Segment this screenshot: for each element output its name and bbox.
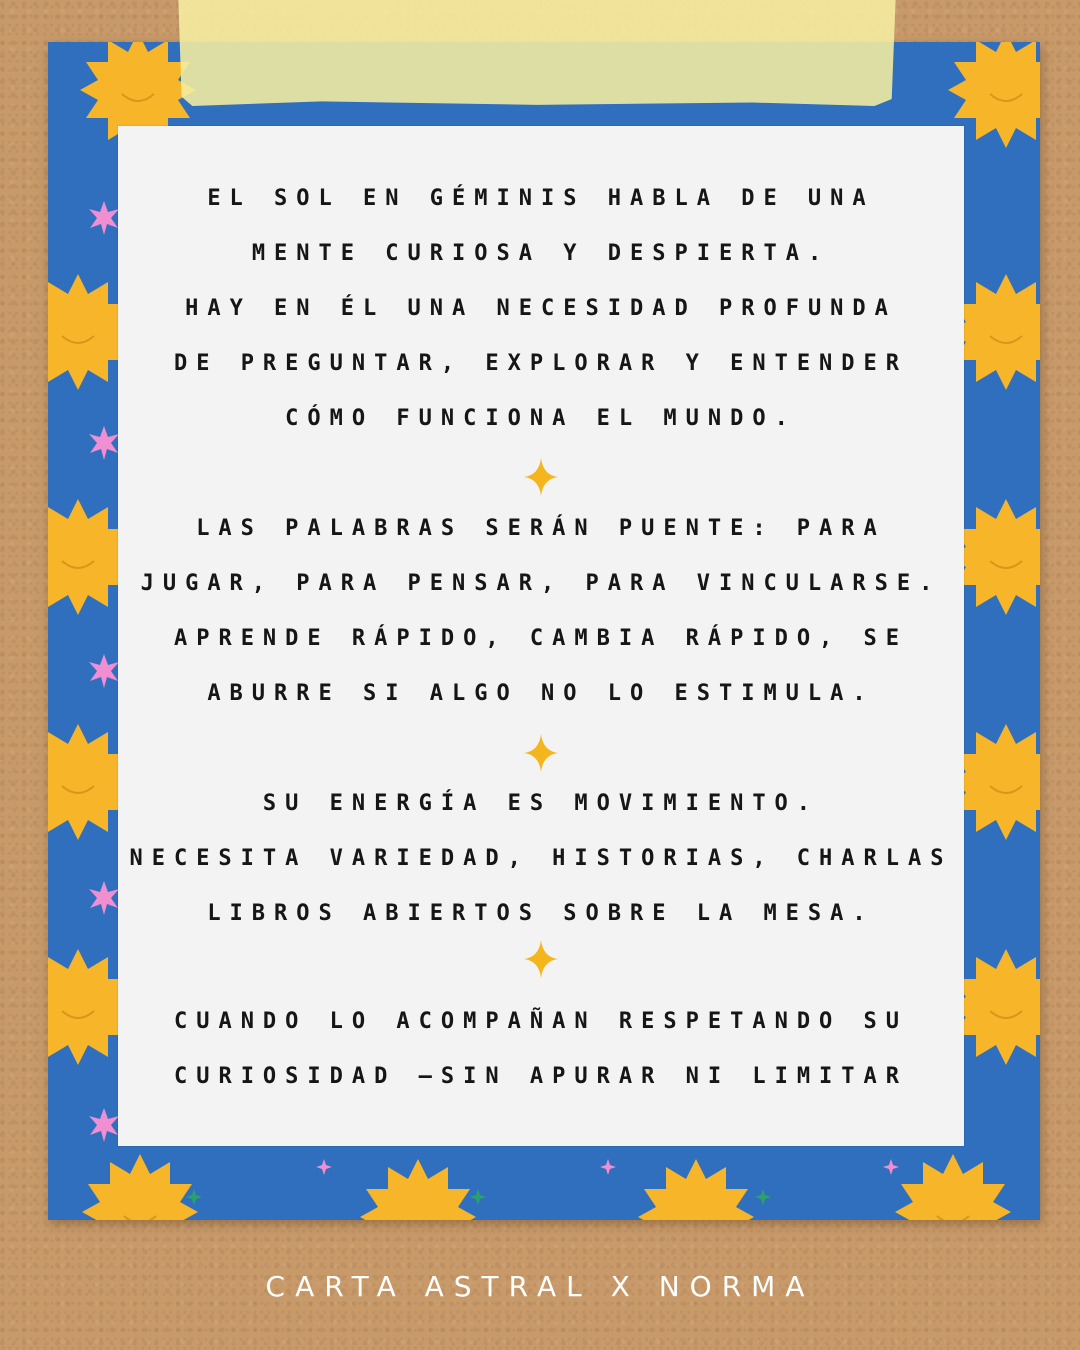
text-line: ABURRE SI ALGO NO LO ESTIMULA. <box>207 681 875 706</box>
sparkle-icon <box>521 456 561 498</box>
text-line: NECESITA VARIEDAD, HISTORIAS, CHARLAS <box>129 846 953 871</box>
astrology-card <box>48 42 1040 1220</box>
moon-icon <box>1022 180 1040 264</box>
sparkle-icon <box>521 732 561 774</box>
text-line: CÓMO FUNCIONA EL MUNDO. <box>285 406 797 431</box>
sun-icon <box>82 1154 198 1220</box>
pink-star-icon <box>89 426 119 460</box>
green-star-icon <box>470 1189 486 1205</box>
text-line: SU ENERGÍA ES MOVIMIENTO. <box>262 791 820 816</box>
pink-star-icon <box>89 881 119 915</box>
text-line: JUGAR, PARA PENSAR, PARA VINCULARSE. <box>140 571 942 596</box>
text-line: LAS PALABRAS SERÁN PUENTE: PARA <box>196 516 886 541</box>
text-line: APRENDE RÁPIDO, CAMBIA RÁPIDO, SE <box>173 626 909 651</box>
text-panel <box>118 126 964 1146</box>
footer-caption: CARTA ASTRAL X NORMA <box>265 1270 815 1303</box>
text-line: DE PREGUNTAR, EXPLORAR Y ENTENDER <box>173 351 909 376</box>
text-area <box>118 126 964 1146</box>
moon-icon <box>1022 1080 1040 1164</box>
text-line: MENTE CURIOSA Y DESPIERTA. <box>251 241 831 266</box>
pink-star-icon <box>89 1108 119 1142</box>
pink-star-icon <box>316 1159 332 1175</box>
text-line: EL SOL EN GÉMINIS HABLA DE UNA <box>207 186 875 211</box>
text-line: CURIOSIDAD —SIN APURAR NI LIMITAR <box>173 1064 909 1089</box>
sparkle-icon <box>521 938 561 980</box>
green-star-icon <box>755 1189 771 1205</box>
sun-icon <box>638 1159 754 1220</box>
pink-star-icon <box>89 201 119 235</box>
pink-star-icon <box>600 1159 616 1175</box>
pink-star-icon <box>89 654 119 688</box>
green-star-icon <box>186 1189 202 1205</box>
moon-icon <box>1022 630 1040 714</box>
text-line: CUANDO LO ACOMPAÑAN RESPETANDO SU <box>173 1009 909 1034</box>
sun-icon <box>360 1159 476 1220</box>
pink-star-icon <box>883 1159 899 1175</box>
text-line: HAY EN ÉL UNA NECESIDAD PROFUNDA <box>185 296 897 321</box>
moon-icon <box>1022 405 1040 489</box>
sun-icon <box>895 1154 1011 1220</box>
text-line: LIBROS ABIERTOS SOBRE LA MESA. <box>207 901 875 926</box>
masking-tape <box>178 0 896 106</box>
moon-icon <box>1022 858 1040 942</box>
